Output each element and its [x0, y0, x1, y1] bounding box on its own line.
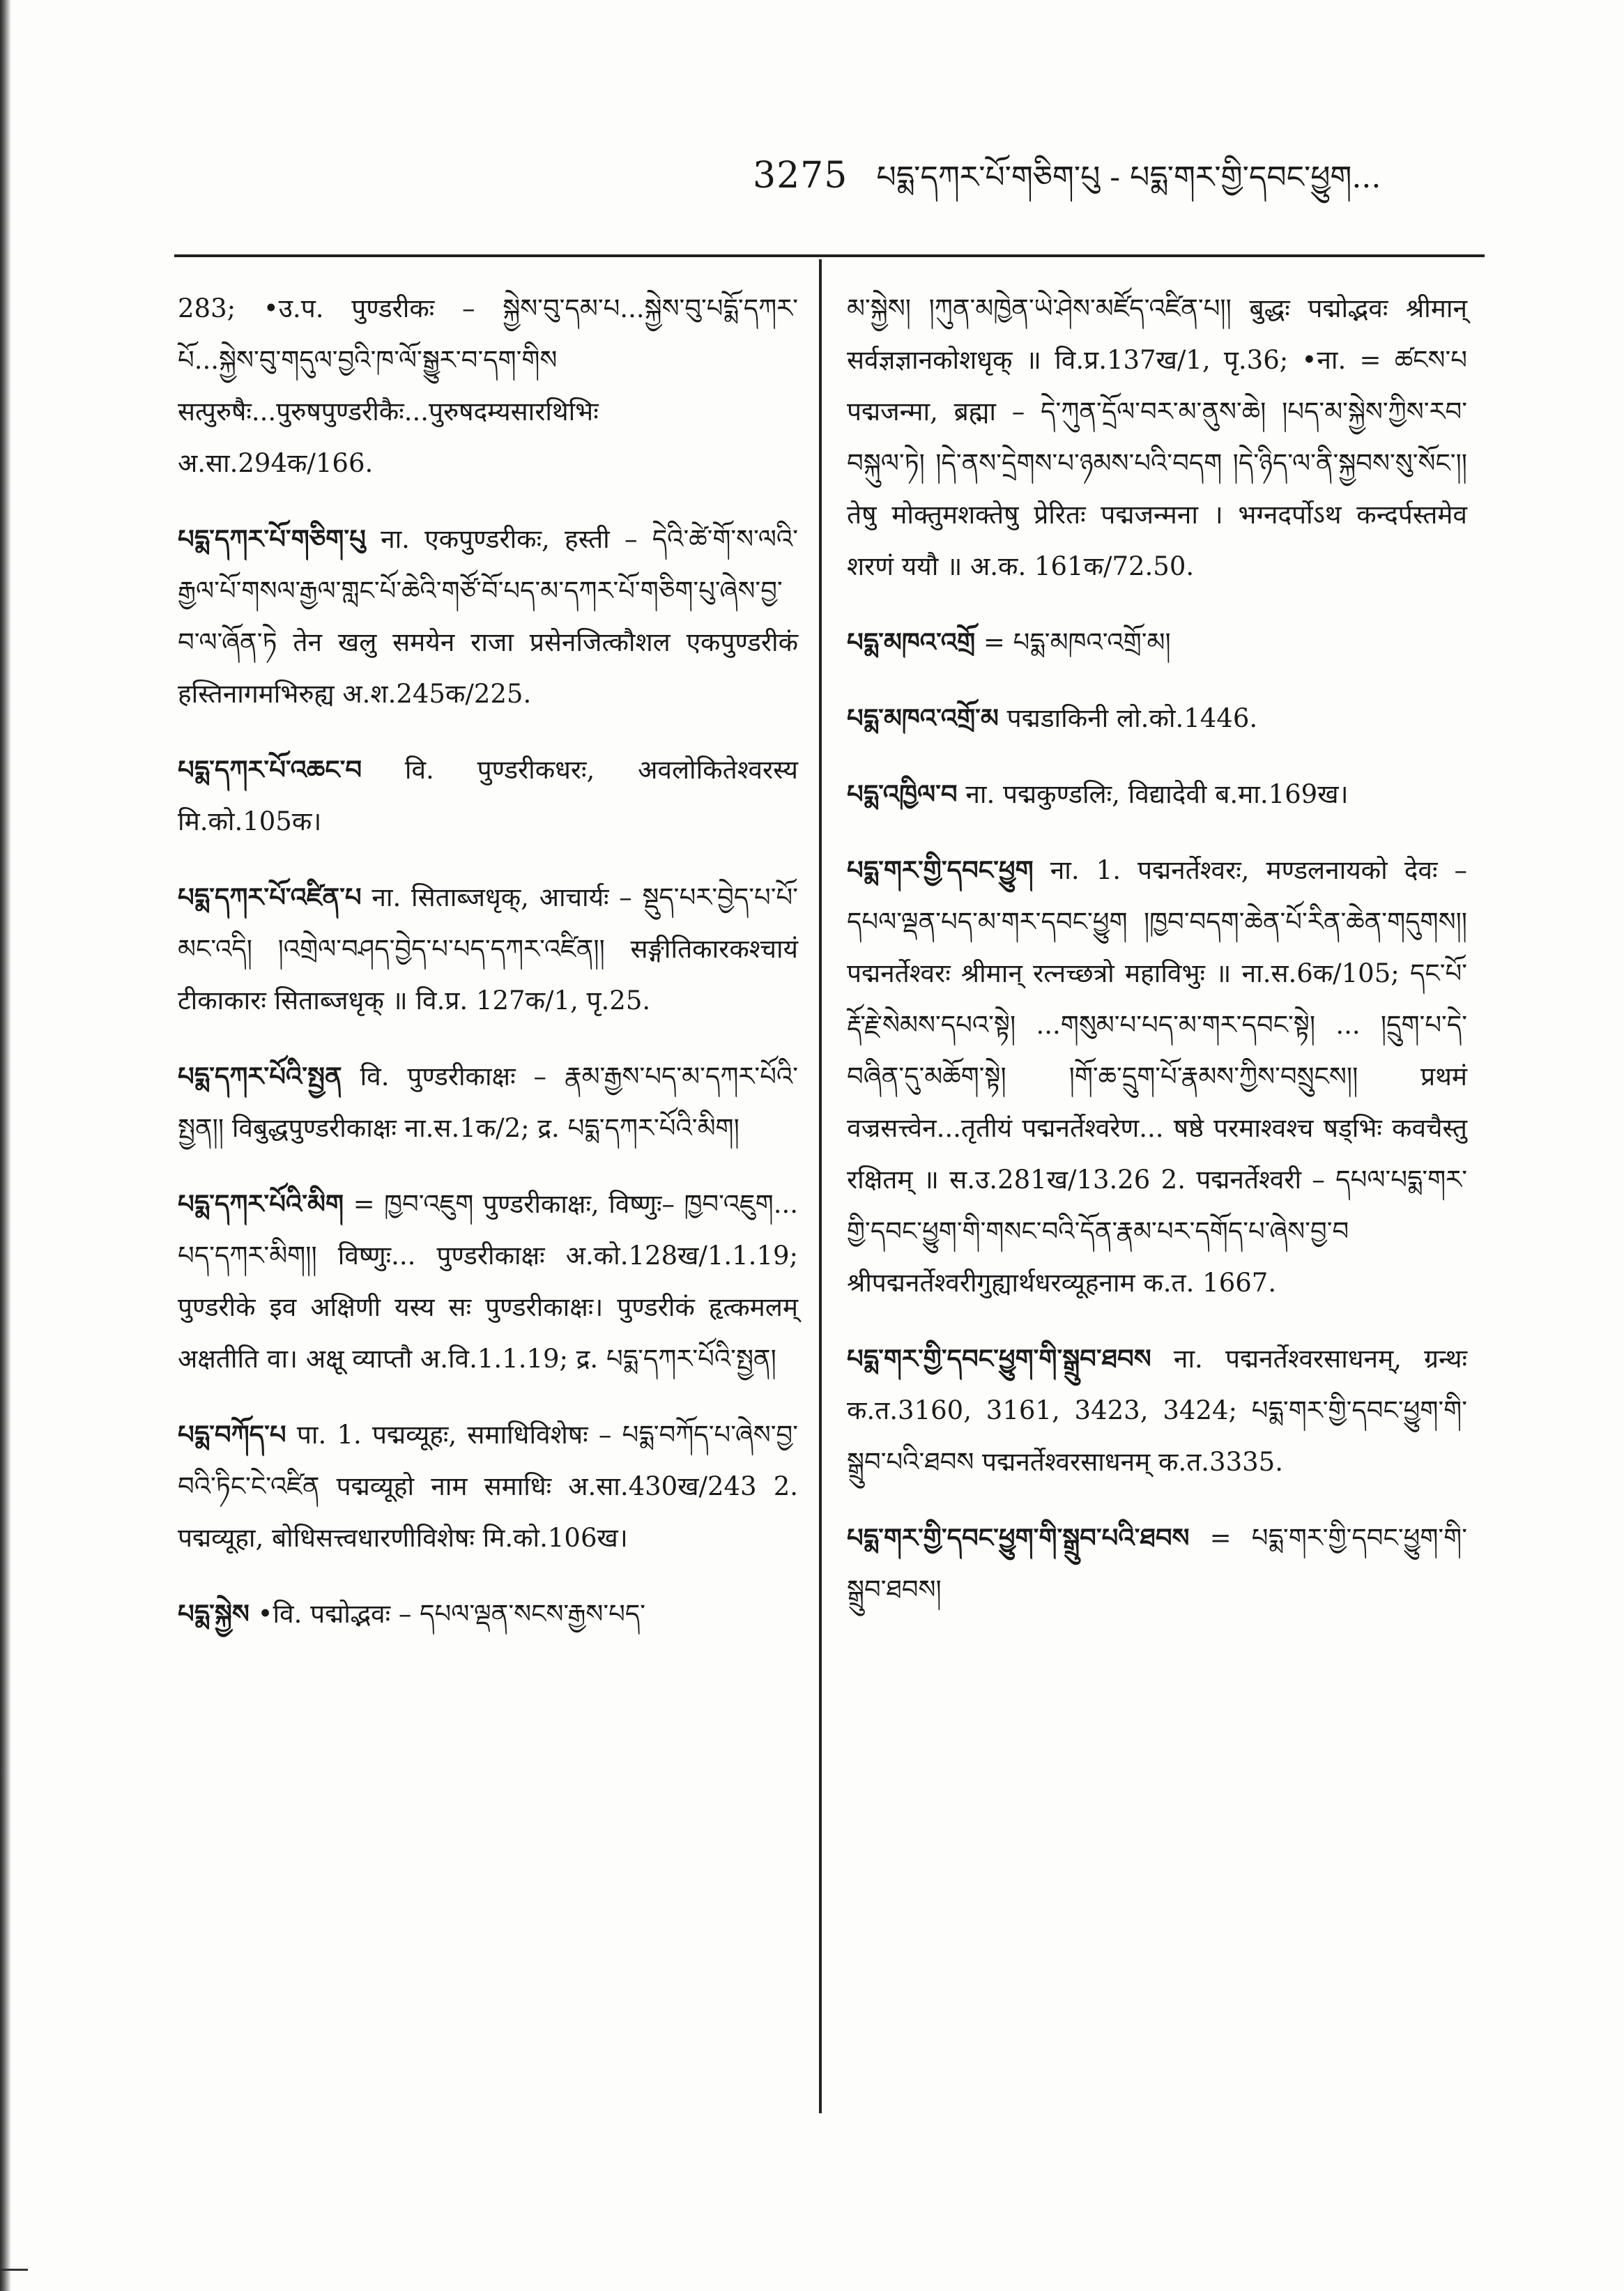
- entry-text: वि. पुण्डरीकधरः, अवलोकितेश्वरस्य मि.को.105क।: [178, 755, 798, 836]
- entry-headword: པདྨ་གར་གྱི་དབང་ཕྱུག་གི་སྒྲུབ་པའི་ཐབས: [847, 1522, 1190, 1553]
- entry-text: མ་སྐྱེས། །ཀུན་མཁྱེན་ཡེ་ཤེས་མཛོད་འཛིན་པ།། बुद्धः पद्मोद्भवः श्रीमान् सर्वज्ञज्ञानकोशधृक् ॥ वि.प्र.137ख/1, पृ.36; •ना. = ཚངས་པ पद्मजन्मा, ब्रह्मा – དེ་ཀུན་དྲོལ་བར་མ་ནུས་ཆེ། །པད་མ་སྐྱེས་ཀྱིས་རབ་བསྐུལ་ཏེ། །དེ་ནས་དྲེགས་པ་ཉམས་པའི་བདག །དེ་ཉིད་ལ་ནི་སྐྱབས་སུ་སོང་།། तेषु मोक्तुमशक्तेषु प्रेरितः पद्मजन्मना । भग्नदर्पोऽथ कन्दर्पस्तमेव शरणं ययौ ॥ अ.क. 161क/72.50.: [847, 293, 1467, 581]
- entry-headword: པདྨ་དཀར་པོའི་མིག: [178, 1188, 344, 1219]
- entry-text: = པདྨ་མཁའ་འགྲོ་མ།: [983, 627, 1171, 657]
- entry-text: 283; •उ.प. पुण्डरीकः – སྐྱེས་བུ་དམ་པ...སྐྱེས་བུ་པདྨོ་དཀར་པོ...སྐྱེས་བུ་གདུལ་བྱའི་ཁ་ལོ་སྒྱུར་བ་དག་གིས सत्पुरुषैः...पुरुषपुण्डरीकैः...पुरुषदम्यसारथिभिः अ.सा.294क/166.: [178, 293, 798, 478]
- entry-text: ना. 1. पद्मनर्तेश्वरः, मण्डलनायको देवः – དཔལ་ལྡན་པད་མ་གར་དབང་ཕྱུག །ཁྱབ་བདག་ཆེན་པོ་རིན་ཆེན་གདུགས།། पद्मनर्तेश्वरः श्रीमान् रत्नच्छत्रो महाविभुः ॥ ना.स.6क/105; དང་པོ་རྡོ་རྗེ་སེམས་དཔའ་སྟེ། ...གསུམ་པ་པད་མ་གར་དབང་སྟེ། ... །དྲུག་པ་དེ་བཞིན་དུ་མཆོག་སྟེ། །གོ་ཆ་དྲུག་པོ་རྣམས་ཀྱིས་བསྲུངས།། प्रथमं वज्रसत्त्वेन...तृतीयं पद्मनर्तेश्वरेण... षष्ठे परमाश्वश्च षड्भिः कवचैस्तु रक्षितम् ॥ स.उ.281ख/13.26 2. पद्मनर्तेश्वरी – དཔལ་པདྨ་གར་གྱི་དབང་ཕྱུག་གི་གསང་བའི་དོན་རྣམ་པར་དགོད་པ་ཞེས་བྱ་བ श्रीपद्मनर्तेश्वरीगुह्यार्थधरव्यूहनाम क.त. 1667.: [847, 855, 1467, 1298]
- entry-text: = ཁྱབ་འཇུག पुण्डरीकाक्षः, विष्णुः– ཁྱབ་འཇུག... པད་དཀར་མིག།། विष्णुः... पुण्डरीकाक्षः अ.को.128ख/1.1.19; पुण्डरीके इव अक्षिणी यस्य सः पुण्डरीकाक्षः। पुण्डरीकं हृत्कमलम् अक्षतीति वा। अक्षू व्याप्तौ अ.वि.1.1.19; द्र. པདྨ་དཀར་པོའི་སྤྱན།: [178, 1189, 798, 1374]
- entry-text: पद्मडाकिनी लो.को.1446.: [1006, 703, 1258, 733]
- dictionary-entry: [847, 692, 1467, 744]
- entry-text: •वि. पद्मोद्भवः – དཔལ་ལྡན་སངས་རྒྱས་པད་: [257, 1599, 646, 1629]
- scan-edge-shadow: [0, 0, 11, 2291]
- dictionary-entry: [178, 1178, 798, 1385]
- entry-headword: པདྨ་བཀོད་པ: [178, 1419, 286, 1450]
- dictionary-entry: [847, 616, 1467, 668]
- entry-text: पा. 1. पद्मव्यूहः, समाधिविशेषः – པདྨ་བཀོད་པ་ཞེས་བྱ་བའི་ཏིང་ངེ་འཛིན पद्मव्यूहो नाम समाधिः अ.सा.430ख/243 2. पद्मव्यूहा, बोधिसत्त्वधारणीविशेषः मि.को.106ख।: [178, 1420, 798, 1553]
- right-column: [847, 282, 1467, 1639]
- running-head: པདྨ་དཀར་པོ་གཅིག་པུ - པདྨ་གར་གྱི་དབང་ཕྱུག...: [876, 160, 1381, 195]
- column-divider: [819, 259, 822, 2113]
- page-number: 3275: [753, 155, 848, 197]
- dictionary-entry: [847, 282, 1467, 592]
- dictionary-entry: [178, 1050, 798, 1154]
- page-header: [753, 143, 1492, 197]
- entry-headword: པདྨ་མཁའ་འགྲོ་མ: [847, 703, 999, 733]
- entry-text: वि. पुण्डरीकाक्षः – རྣམ་རྒྱས་པད་མ་དཀར་པོའི་སྤྱན།། विबुद्धपुण्डरीकाक्षः ना.स.1क/2; द्र. པདྨ་དཀར་པོའི་མིག།: [178, 1062, 798, 1143]
- dictionary-entry: [178, 1409, 798, 1564]
- scan-corner-mark: [0, 2269, 28, 2278]
- dictionary-entry: [178, 871, 798, 1027]
- dictionary-entry: [178, 1588, 798, 1640]
- entry-headword: པདྨ་དཀར་པོ་འཛིན་པ: [178, 882, 362, 912]
- header-rule: [174, 254, 1485, 257]
- entry-headword: པདྨ་མཁའ་འགྲོ: [847, 627, 976, 657]
- entry-headword: པདྨ་འཁྱིལ་བ: [847, 779, 958, 809]
- dictionary-entry: [178, 513, 798, 720]
- entry-text: ना. पद्मकुण्डलिः, विद्यादेवी ब.मा.169ख।: [965, 779, 1349, 809]
- entry-text: ना. पद्मनर्तेश्वरसाधनम्, ग्रन्थः क.त.3160, 3161, 3423, 3424; པདྨ་གར་གྱི་དབང་ཕྱུག་གི་སྒྲུབ་པའི་ཐབས पद्मनर्तेश्वरसाधनम् क.त.3335.: [847, 1344, 1468, 1477]
- dictionary-entry: [178, 744, 798, 848]
- entry-headword: པདྨ་དཀར་པོ་གཅིག་པུ: [178, 523, 366, 554]
- dictionary-entry: [847, 844, 1467, 1309]
- left-column: [178, 282, 798, 1664]
- entry-text: ना. एकपुण्डरीकः, हस्ती – དེའི་ཚེ་གོ་ས་ལའི་རྒྱལ་པོ་གསལ་རྒྱལ་གླང་པོ་ཆེའི་གཙོ་བོ་པད་མ་དཀར་པོ་གཅིག་པུ་ཞེས་བྱ་བ་ལ་ཞོན་ཏེ तेन खलु समयेन राजा प्रसेनजित्कौशल एकपुण्डरीकं हस्तिनागमभिरुह्य अ.श.245क/225.: [178, 524, 799, 709]
- entry-headword: པདྨ་དཀར་པོ་འཆང་བ: [178, 754, 362, 785]
- entry-text: ना. सिताब्जधृक्, आचार्यः – སྡུད་པར་བྱེད་པ་པོ་མང་འདི། །འགྲེལ་བཤད་བྱེད་པ་པད་དཀར་འཛིན།། सङ्गीतिकारकश्चायं टीकाकारः सिताब्जधृक् ॥ वि.प्र. 127क/1, पृ.25.: [178, 882, 798, 1016]
- dictionary-entry: [847, 1333, 1467, 1488]
- dictionary-entry: [847, 768, 1467, 820]
- dictionary-entry: [847, 1512, 1467, 1616]
- entry-headword: པདྨ་སྐྱེས: [178, 1598, 250, 1629]
- entry-headword: པདྨ་གར་གྱི་དབང་ཕྱུག: [847, 855, 1034, 885]
- entry-headword: པདྨ་དཀར་པོའི་སྤྱན: [178, 1061, 342, 1091]
- entry-text: = པདྨ་གར་གྱི་དབང་ཕྱུག་གི་སྒྲུབ་ཐབས།: [847, 1523, 1467, 1604]
- entry-headword: པདྨ་གར་གྱི་དབང་ཕྱུག་གི་སྒྲུབ་ཐབས: [847, 1343, 1151, 1374]
- dictionary-entry: [178, 282, 798, 489]
